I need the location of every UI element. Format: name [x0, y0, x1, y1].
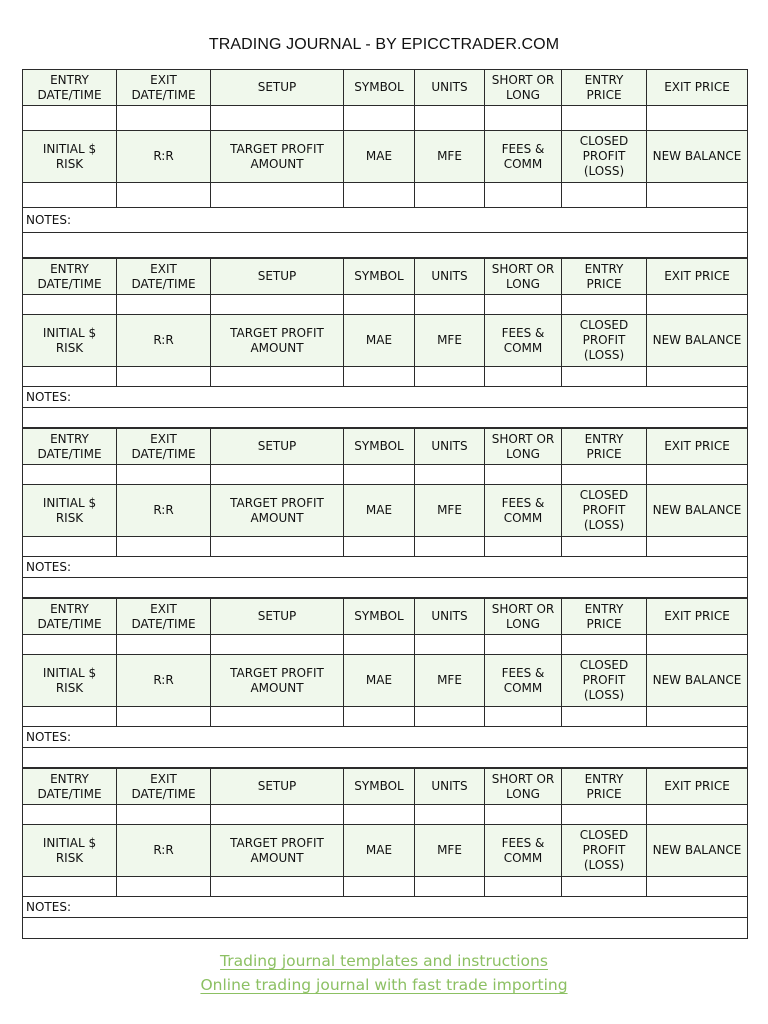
entry-cell[interactable]: [485, 367, 562, 387]
entry-cell[interactable]: [485, 465, 562, 485]
entry-cell[interactable]: [211, 877, 344, 897]
column-label: SETUP: [211, 70, 344, 106]
entry-cell[interactable]: [485, 183, 562, 208]
entry-cell[interactable]: [344, 367, 415, 387]
column-label: CLOSED PROFIT (LOSS): [562, 485, 647, 537]
column-label: R:R: [117, 655, 211, 707]
column-label: NEW BALANCE: [647, 825, 748, 877]
entry-row: [23, 295, 748, 315]
entry-cell[interactable]: [211, 537, 344, 557]
entry-cell[interactable]: [562, 877, 647, 897]
notes-row: [23, 557, 748, 578]
column-label: SYMBOL: [344, 429, 415, 465]
entry-cell[interactable]: [562, 295, 647, 315]
entry-cell[interactable]: [23, 877, 117, 897]
column-label: NEW BALANCE: [647, 485, 748, 537]
entry-cell[interactable]: [344, 537, 415, 557]
column-label: NEW BALANCE: [647, 655, 748, 707]
entry-cell[interactable]: [344, 635, 415, 655]
entry-cell[interactable]: [562, 465, 647, 485]
notes-entry-row: [23, 578, 748, 598]
column-label: SYMBOL: [344, 599, 415, 635]
notes-row: [23, 897, 748, 918]
column-label: TARGET PROFIT AMOUNT: [211, 655, 344, 707]
entry-cell[interactable]: [117, 367, 211, 387]
entry-cell[interactable]: [485, 707, 562, 727]
column-label: FEES & COMM: [485, 131, 562, 183]
entry-cell[interactable]: [211, 106, 344, 131]
trade-entry-table: [22, 598, 748, 768]
entry-cell[interactable]: [344, 183, 415, 208]
entry-cell[interactable]: [647, 537, 748, 557]
notes-entry-row: [23, 918, 748, 939]
notes-field[interactable]: [23, 748, 748, 768]
column-label: SYMBOL: [344, 769, 415, 805]
column-label: UNITS: [415, 429, 485, 465]
trade-entry-table: [22, 768, 748, 939]
entry-cell[interactable]: [562, 537, 647, 557]
column-label: MAE: [344, 131, 415, 183]
entry-row: [23, 106, 748, 131]
column-label: SETUP: [211, 769, 344, 805]
entry-cell[interactable]: [562, 367, 647, 387]
entry-cell[interactable]: [647, 367, 748, 387]
column-label: CLOSED PROFIT (LOSS): [562, 825, 647, 877]
entry-cell[interactable]: [415, 465, 485, 485]
notes-row: [23, 208, 748, 233]
entry-cell[interactable]: [485, 877, 562, 897]
column-label: MFE: [415, 315, 485, 367]
column-label: EXIT DATE/TIME: [117, 259, 211, 295]
trade-entry-table: [22, 428, 748, 598]
entry-cell[interactable]: [117, 707, 211, 727]
notes-label: NOTES:: [23, 727, 748, 748]
entry-cell[interactable]: [647, 635, 748, 655]
entry-cell[interactable]: [485, 537, 562, 557]
header-row: [23, 315, 748, 367]
column-label: MFE: [415, 131, 485, 183]
entry-row: [23, 707, 748, 727]
entry-cell[interactable]: [647, 465, 748, 485]
entry-cell[interactable]: [562, 635, 647, 655]
column-label: SHORT OR LONG: [485, 769, 562, 805]
entry-cell[interactable]: [415, 367, 485, 387]
column-label: MFE: [415, 485, 485, 537]
column-label: CLOSED PROFIT (LOSS): [562, 655, 647, 707]
column-label: ENTRY DATE/TIME: [23, 70, 117, 106]
header-row: [23, 825, 748, 877]
column-label: EXIT PRICE: [647, 769, 748, 805]
column-label: SETUP: [211, 429, 344, 465]
column-label: NEW BALANCE: [647, 131, 748, 183]
header-row: [23, 769, 748, 805]
column-label: R:R: [117, 131, 211, 183]
column-label: ENTRY DATE/TIME: [23, 429, 117, 465]
column-label: UNITS: [415, 769, 485, 805]
column-label: TARGET PROFIT AMOUNT: [211, 825, 344, 877]
entry-cell[interactable]: [23, 465, 117, 485]
entry-cell[interactable]: [344, 805, 415, 825]
entry-cell[interactable]: [23, 295, 117, 315]
entry-row: [23, 805, 748, 825]
entry-row: [23, 367, 748, 387]
header-row: [23, 429, 748, 465]
column-label: INITIAL $ RISK: [23, 315, 117, 367]
entry-cell[interactable]: [117, 465, 211, 485]
entry-cell[interactable]: [344, 465, 415, 485]
entry-cell[interactable]: [415, 635, 485, 655]
notes-row: [23, 387, 748, 408]
column-label: FEES & COMM: [485, 485, 562, 537]
column-label: EXIT PRICE: [647, 70, 748, 106]
header-row: [23, 655, 748, 707]
notes-entry-row: [23, 233, 748, 258]
entry-cell[interactable]: [562, 183, 647, 208]
column-label: FEES & COMM: [485, 315, 562, 367]
column-label: SHORT OR LONG: [485, 599, 562, 635]
column-label: INITIAL $ RISK: [23, 655, 117, 707]
entry-row: [23, 465, 748, 485]
entry-cell[interactable]: [117, 295, 211, 315]
entry-cell[interactable]: [562, 805, 647, 825]
column-label: SHORT OR LONG: [485, 70, 562, 106]
notes-field[interactable]: [23, 408, 748, 428]
entry-cell[interactable]: [415, 707, 485, 727]
column-label: FEES & COMM: [485, 825, 562, 877]
trading-journal: [22, 69, 747, 939]
column-label: MAE: [344, 825, 415, 877]
entry-cell[interactable]: [211, 707, 344, 727]
entry-row: [23, 635, 748, 655]
notes-label: NOTES:: [23, 387, 748, 408]
entry-cell[interactable]: [415, 805, 485, 825]
entry-cell[interactable]: [23, 635, 117, 655]
header-row: [23, 70, 748, 106]
entry-cell[interactable]: [117, 877, 211, 897]
entry-cell[interactable]: [415, 295, 485, 315]
column-label: EXIT DATE/TIME: [117, 769, 211, 805]
online-journal-link[interactable]: Online trading journal with fast trade importing: [200, 976, 568, 994]
entry-cell[interactable]: [211, 183, 344, 208]
notes-entry-row: [23, 748, 748, 768]
entry-cell[interactable]: [344, 877, 415, 897]
entry-cell[interactable]: [647, 877, 748, 897]
entry-cell[interactable]: [485, 295, 562, 315]
column-label: UNITS: [415, 259, 485, 295]
column-label: EXIT PRICE: [647, 259, 748, 295]
entry-cell[interactable]: [562, 707, 647, 727]
column-label: SYMBOL: [344, 70, 415, 106]
notes-label: NOTES:: [23, 897, 748, 918]
entry-cell[interactable]: [117, 106, 211, 131]
entry-cell[interactable]: [23, 183, 117, 208]
entry-row: [23, 877, 748, 897]
notes-label: NOTES:: [23, 557, 748, 578]
entry-cell[interactable]: [647, 106, 748, 131]
column-label: INITIAL $ RISK: [23, 825, 117, 877]
column-label: CLOSED PROFIT (LOSS): [562, 131, 647, 183]
column-label: ENTRY PRICE: [562, 599, 647, 635]
column-label: MAE: [344, 315, 415, 367]
column-label: EXIT DATE/TIME: [117, 429, 211, 465]
entry-cell[interactable]: [23, 106, 117, 131]
entry-cell[interactable]: [485, 635, 562, 655]
entry-cell[interactable]: [117, 183, 211, 208]
column-label: MAE: [344, 655, 415, 707]
column-label: ENTRY PRICE: [562, 429, 647, 465]
entry-cell[interactable]: [211, 805, 344, 825]
column-label: INITIAL $ RISK: [23, 485, 117, 537]
column-label: ENTRY DATE/TIME: [23, 769, 117, 805]
column-label: EXIT DATE/TIME: [117, 599, 211, 635]
column-label: NEW BALANCE: [647, 315, 748, 367]
entry-cell[interactable]: [415, 537, 485, 557]
notes-field[interactable]: [23, 918, 748, 939]
entry-cell[interactable]: [647, 805, 748, 825]
column-label: ENTRY PRICE: [562, 769, 647, 805]
entry-cell[interactable]: [211, 367, 344, 387]
column-label: EXIT DATE/TIME: [117, 70, 211, 106]
header-row: [23, 131, 748, 183]
notes-label: NOTES:: [23, 208, 748, 233]
entry-cell[interactable]: [415, 106, 485, 131]
notes-row: [23, 727, 748, 748]
entry-cell[interactable]: [211, 465, 344, 485]
column-label: MFE: [415, 825, 485, 877]
entry-cell[interactable]: [344, 707, 415, 727]
column-label: SETUP: [211, 259, 344, 295]
notes-field[interactable]: [23, 233, 748, 258]
entry-cell[interactable]: [485, 106, 562, 131]
header-row: [23, 599, 748, 635]
entry-cell[interactable]: [117, 635, 211, 655]
entry-cell[interactable]: [23, 367, 117, 387]
column-label: R:R: [117, 315, 211, 367]
entry-row: [23, 537, 748, 557]
entry-cell[interactable]: [647, 183, 748, 208]
footer-links: [0, 952, 768, 1000]
column-label: SHORT OR LONG: [485, 259, 562, 295]
column-label: MAE: [344, 485, 415, 537]
notes-entry-row: [23, 408, 748, 428]
column-label: SYMBOL: [344, 259, 415, 295]
entry-cell[interactable]: [647, 707, 748, 727]
column-label: UNITS: [415, 599, 485, 635]
trade-entry-table: [22, 69, 748, 258]
entry-row: [23, 183, 748, 208]
column-label: TARGET PROFIT AMOUNT: [211, 131, 344, 183]
column-label: R:R: [117, 485, 211, 537]
entry-cell[interactable]: [415, 183, 485, 208]
column-label: ENTRY PRICE: [562, 259, 647, 295]
column-label: EXIT PRICE: [647, 429, 748, 465]
entry-cell[interactable]: [415, 877, 485, 897]
column-label: CLOSED PROFIT (LOSS): [562, 315, 647, 367]
column-label: EXIT PRICE: [647, 599, 748, 635]
column-label: TARGET PROFIT AMOUNT: [211, 315, 344, 367]
header-row: [23, 259, 748, 295]
entry-cell[interactable]: [23, 707, 117, 727]
entry-cell[interactable]: [211, 635, 344, 655]
column-label: ENTRY DATE/TIME: [23, 599, 117, 635]
column-label: UNITS: [415, 70, 485, 106]
entry-cell[interactable]: [211, 295, 344, 315]
entry-cell[interactable]: [562, 106, 647, 131]
column-label: ENTRY DATE/TIME: [23, 259, 117, 295]
entry-cell[interactable]: [23, 805, 117, 825]
column-label: INITIAL $ RISK: [23, 131, 117, 183]
page-title: TRADING JOURNAL - BY EPICCTRADER.COM: [208, 36, 560, 53]
notes-field[interactable]: [23, 578, 748, 598]
column-label: R:R: [117, 825, 211, 877]
header-row: [23, 485, 748, 537]
entry-cell[interactable]: [23, 537, 117, 557]
entry-cell[interactable]: [485, 805, 562, 825]
trade-entry-table: [22, 258, 748, 428]
entry-cell[interactable]: [117, 537, 211, 557]
entry-cell[interactable]: [344, 106, 415, 131]
column-label: SETUP: [211, 599, 344, 635]
entry-cell[interactable]: [647, 295, 748, 315]
column-label: ENTRY PRICE: [562, 70, 647, 106]
entry-cell[interactable]: [344, 295, 415, 315]
entry-cell[interactable]: [117, 805, 211, 825]
column-label: SHORT OR LONG: [485, 429, 562, 465]
column-label: MFE: [415, 655, 485, 707]
column-label: FEES & COMM: [485, 655, 562, 707]
templates-link[interactable]: Trading journal templates and instructions: [220, 952, 548, 970]
column-label: TARGET PROFIT AMOUNT: [211, 485, 344, 537]
